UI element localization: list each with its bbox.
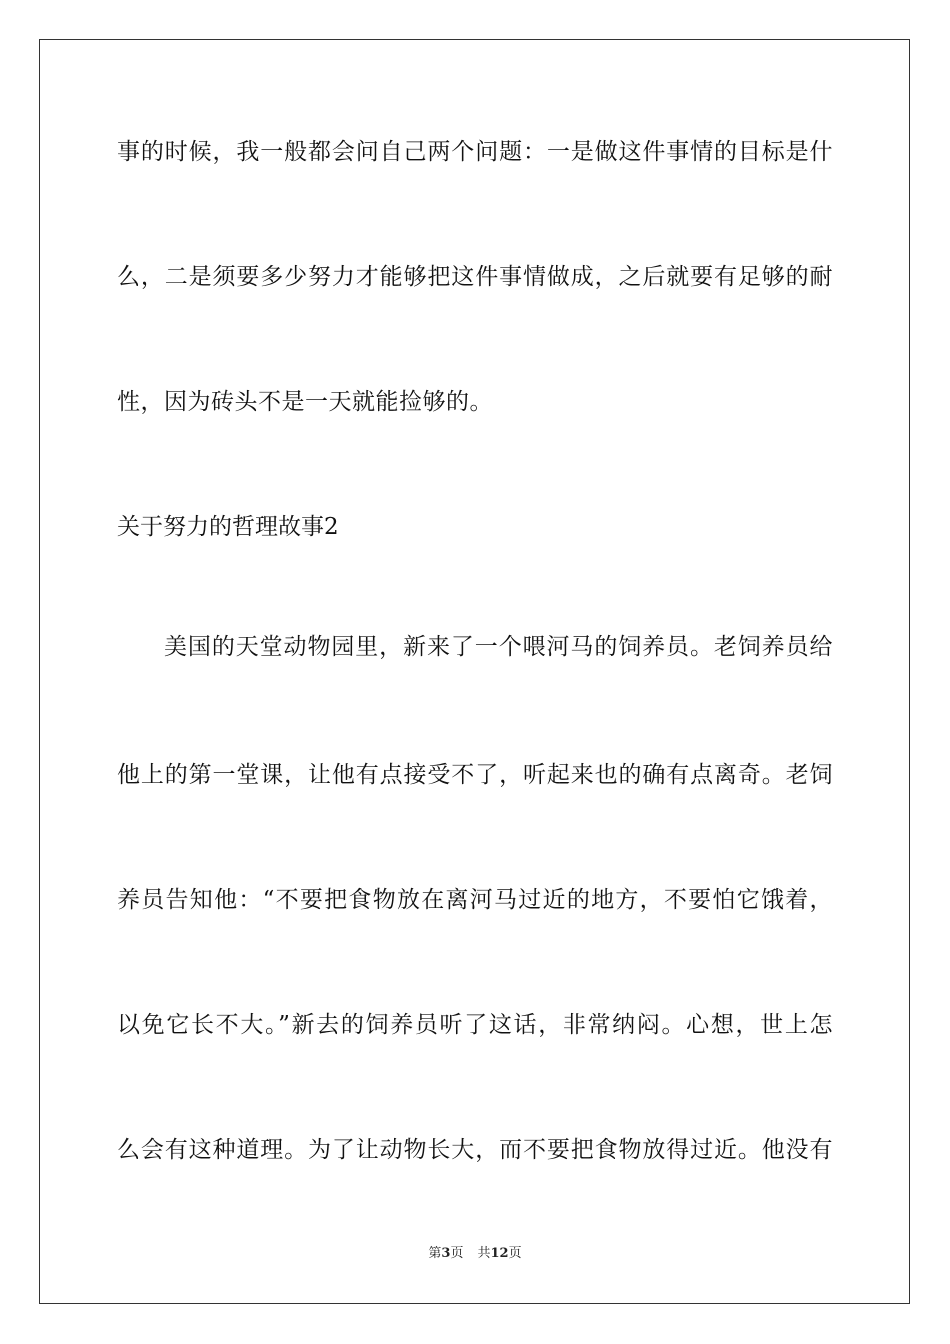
footer-total-suffix: 页 [508, 1246, 522, 1261]
footer-total-number: 12 [490, 1246, 509, 1261]
story-line-3: 养员告知他：“不要把食物放在离河马过近的地方，不要怕它饿着， [117, 887, 833, 913]
paragraph-line-1: 事的时候，我一般都会问自己两个问题：一是做这件事情的目标是什 [117, 139, 833, 165]
footer-page-number: 3 [441, 1246, 451, 1261]
story-line-1: 美国的天堂动物园里，新来了一个喂河马的饲养员。老饲养员给 [164, 634, 833, 660]
story-line-5: 么会有这种道理。为了让动物长大，而不要把食物放得过近。他没有 [117, 1137, 833, 1163]
story-line-2: 他上的第一堂课，让他有点接受不了，听起来也的确有点离奇。老饲 [117, 762, 833, 788]
footer-page-prefix: 第 [428, 1246, 442, 1261]
paragraph-line-2: 么，二是须要多少努力才能够把这件事情做成，之后就要有足够的耐 [117, 264, 833, 290]
page-footer [0, 1245, 950, 1263]
story-line-4: 以免它长不大。”新去的饲养员听了这话，非常纳闷。心想，世上怎 [117, 1012, 833, 1038]
footer-page-suffix: 页 [450, 1246, 464, 1261]
paragraph-line-3: 性，因为砖头不是一天就能捡够的。 [117, 389, 493, 415]
section-heading: 关于努力的哲理故事2 [117, 514, 339, 540]
page-border [39, 39, 910, 1304]
footer-total-prefix: 共 [477, 1246, 491, 1261]
